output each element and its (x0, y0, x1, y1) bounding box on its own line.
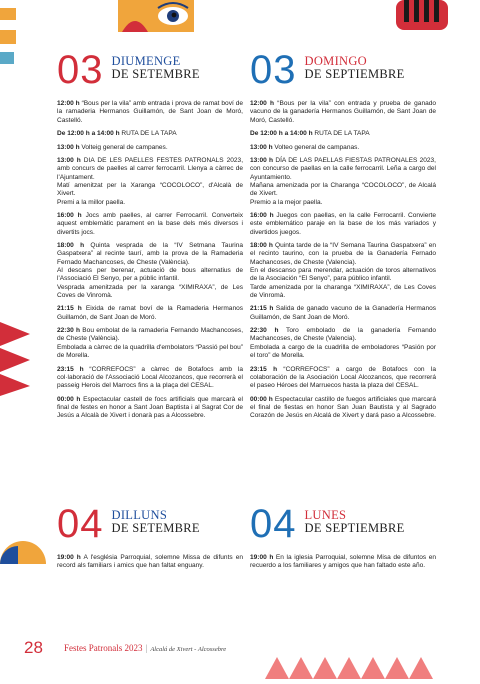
event-list (250, 554, 436, 571)
day-header (250, 502, 436, 546)
footer-separator: | (145, 643, 148, 653)
day-month: DE SEPTIEMBRE (304, 67, 405, 81)
event-entry (57, 396, 243, 421)
event-time: 21:15 h (250, 305, 274, 313)
event-entry (250, 242, 436, 300)
event-text: Jocs amb paelles, al carrer Ferrocarril. Converteix aquest emblemàtic parament en la base dels més diversos i divertits jocs. (57, 212, 244, 236)
event-text-line: Mañana amenizada por la Charanga “COCOLOCO”, de Alcalá de Xivert. (250, 181, 436, 198)
top-left-decor (0, 0, 20, 70)
event-time: 12:00 h (250, 100, 275, 107)
event-text: RUTA DE LA TAPA (119, 130, 177, 138)
event-entry (57, 327, 243, 360)
day-number: 03 (250, 48, 297, 92)
event-text: Quinta tarde de la “IV Semana Taurina Gaspatxera” en el recinto taurino, con la prueba de la Ganadería Fernado Machancoses, de Cheste (Valencia). (250, 242, 437, 266)
event-entry (250, 100, 436, 125)
day-number: 04 (250, 502, 297, 546)
event-text: Quinta vesprada de la “IV Setmana Taurina Gaspatxera” al recinte taurí, amb la prova de la Ramaderia Fernado Machancoses, de Cheste (València). (57, 242, 243, 266)
day-header (57, 502, 243, 546)
day-weekday: LUNES (304, 508, 347, 522)
event-entry (250, 130, 436, 138)
event-text: Volteig general de campanes. (79, 143, 168, 151)
event-text: Juegos con paellas, en la calle Ferrocarril. Convierte este emblemático paraje en la base de los más variados y divertidos juegos. (250, 212, 436, 236)
catalan-column-day2 (57, 502, 244, 576)
day-number: 04 (57, 502, 104, 546)
spanish-column-day2 (250, 502, 437, 576)
footer-subtitle: Alcalá de Xivert - Alcossebre (150, 646, 227, 653)
event-entry (57, 242, 243, 300)
event-text: Salida de ganado vacuno de la Ganadería Hermanos Guillamón, de Sant Joan de Moró. (250, 305, 437, 321)
event-entry (250, 327, 436, 360)
event-text: “CORREFOCS” a cargo de Botafocs con la colaboración de la Asociación Local Alcozancos, que recorrerá el paseo Héroes del Marruecos hasta la plaza del CESAL. (250, 365, 436, 390)
event-entry (57, 212, 243, 237)
event-text: DIA DE LES PAELLES FESTES PATRONALS 2023, amb concurs de paelles al carrer ferrocarril. Llenya a càrrec de l'Ajuntament. (57, 157, 244, 181)
event-text: En la iglesia Parroquial, solemne Misa de difuntos en recuerdo a los familiares y amigos que han faltado este año. (250, 554, 437, 570)
day-number: 03 (57, 48, 104, 92)
event-time: 12:00 h (57, 100, 80, 107)
event-text-line: Premi a la millor paella. (57, 198, 126, 206)
event-entry (250, 396, 436, 421)
event-list (250, 100, 436, 420)
event-time: 18:00 h (57, 242, 85, 250)
event-text-line: Al descans per berenar, actuació de bous alternatius de l'Associació El Senyo, per a públic infantil. (57, 266, 243, 283)
eye-icon (118, 0, 194, 32)
event-text: Bou embolat de la ramaderia Fernando Machancoses, de Cheste (València). (57, 327, 244, 343)
event-text: Espectacular castell de focs artificials que marcarà el final de festes en honor a Sant Joan Baptista i al Sagrat Cor de Jesús a Alcalà de Xivert i donarà pas a Alcossebre. (57, 395, 243, 420)
event-time: 13:00 h (250, 157, 274, 165)
event-time: 21:15 h (57, 305, 82, 313)
day-header (57, 48, 243, 92)
event-time: 19:00 h (57, 554, 81, 561)
event-time: 23:15 h (250, 365, 278, 373)
event-text: Espectacular castillo de fuegos artificiales que marcará el final de fiestas en honor San Juan Bautista y al Sagrado Corazón de Jesús en Alcalá de Xivert y dará paso a Alcossebre. (250, 395, 436, 420)
page-number: 28 (24, 638, 43, 657)
event-text: Volteo general de campanas. (272, 143, 360, 151)
event-text: “CORREFOCS” a càrrec de Botafocs amb la col·laboració de l'Associació Local Alcozancos, que recorrerà el passeig Herois del Marrocs fins a la plaça del CESAL. (57, 365, 244, 390)
event-entry (57, 144, 243, 152)
event-time: 00:00 h (250, 395, 273, 403)
decorative-triangles-bottom (265, 654, 445, 679)
day-weekday: DIUMENGE (111, 54, 181, 68)
day-weekday: DOMINGO (304, 54, 368, 68)
event-text-line: Vesprada amenitzada per la xaranga “XIMIRAXA”, de Les Coves de Vinromà. (57, 283, 243, 299)
event-entry (57, 130, 243, 138)
event-time: De 12:00 h a 14:00 h (57, 130, 120, 138)
event-time: 13:00 h (57, 157, 81, 165)
catalan-column (57, 48, 244, 426)
event-entry (57, 157, 243, 207)
day-header (250, 48, 436, 92)
event-entry (250, 144, 436, 152)
event-text: “Bous per la vila” amb entrada i prova de ramat boví de la ramaderia Hermanos Guillamón, de Sant Joan de Moró, Castelló. (57, 100, 244, 124)
event-text: Toro embolado de la ganadería Fernando Machancoses, de Cheste (Valencia). (250, 327, 437, 343)
event-entry (250, 366, 436, 391)
event-text: Eixida de ramat boví de la Ramaderia Hermanos Guillamón, de Sant Joan de Moró. (57, 305, 244, 321)
footer-title-main: Festes Patronals 2023 (64, 643, 143, 653)
event-entry (250, 157, 436, 207)
spanish-column (250, 48, 437, 426)
event-time: 16:00 h (250, 212, 274, 220)
event-time: 13:00 h (57, 143, 80, 151)
event-text: DÍA DE LAS PAELLAS FIESTAS PATRONALES 2023, con concurso de paellas en la calle ferrocarril. Leña a cargo del Ayuntamiento. (250, 157, 436, 181)
event-list (57, 554, 243, 571)
event-text: A l'església Parroquial, solemne Missa de difunts en record als familiars i amics que han faltat enguany. (57, 554, 244, 570)
top-right-decor (396, 0, 448, 34)
event-text-line: Premio a la mejor paella. (250, 198, 323, 206)
day-weekday: DILLUNS (111, 508, 168, 522)
day-month: DE SETEMBRE (111, 521, 200, 535)
event-entry (57, 305, 243, 322)
event-entry (250, 212, 436, 237)
event-entry (250, 554, 436, 571)
day-month: DE SEPTIEMBRE (304, 521, 405, 535)
event-text-line: Matí amenitzat per la Xaranga “COCOLOCO”, d'Alcalà de Xivert. (57, 181, 243, 198)
event-text: “Bous per la vila” con entrada y prueba de ganado vacuno de la ganadería Hermanos Guillamón, de Sant Joan de Moró, Castelló. (250, 100, 437, 124)
event-entry (57, 554, 243, 571)
event-time: 13:00 h (250, 143, 273, 151)
event-time: 22:30 h (57, 327, 81, 335)
event-list (57, 100, 243, 420)
decorative-triangles (0, 322, 32, 396)
footer-title (64, 643, 226, 653)
event-text-line: Embolada a càrrec de la quadrilla d'embolators “Passió pel bou” de Morella. (57, 343, 243, 360)
event-entry (57, 366, 243, 391)
day-month: DE SETEMBRE (111, 67, 200, 81)
event-time: 23:15 h (57, 365, 84, 373)
event-time: 19:00 h (250, 554, 274, 561)
event-text-line: Embolada a cargo de la cuadrilla de emboladores “Pasión por el toro” de Morella. (250, 343, 436, 360)
event-time: De 12:00 h a 14:00 h (250, 130, 313, 138)
event-entry (57, 100, 243, 125)
event-time: 18:00 h (250, 242, 273, 250)
event-time: 00:00 h (57, 395, 81, 403)
event-text-line: Tarde amenizada por la charanga “XIMIRAXA”, de Les Coves de Vinromà. (250, 283, 436, 299)
event-text-line: En el descanso para merendar, actuación de toros alternativos de la Asociación “El Senyo”, para público infantil. (250, 266, 436, 283)
event-time: 16:00 h (57, 212, 82, 220)
decorative-half-circle (0, 520, 46, 564)
event-text: RUTA DE LA TAPA (312, 130, 370, 138)
event-time: 22:30 h (250, 327, 279, 335)
event-entry (250, 305, 436, 322)
